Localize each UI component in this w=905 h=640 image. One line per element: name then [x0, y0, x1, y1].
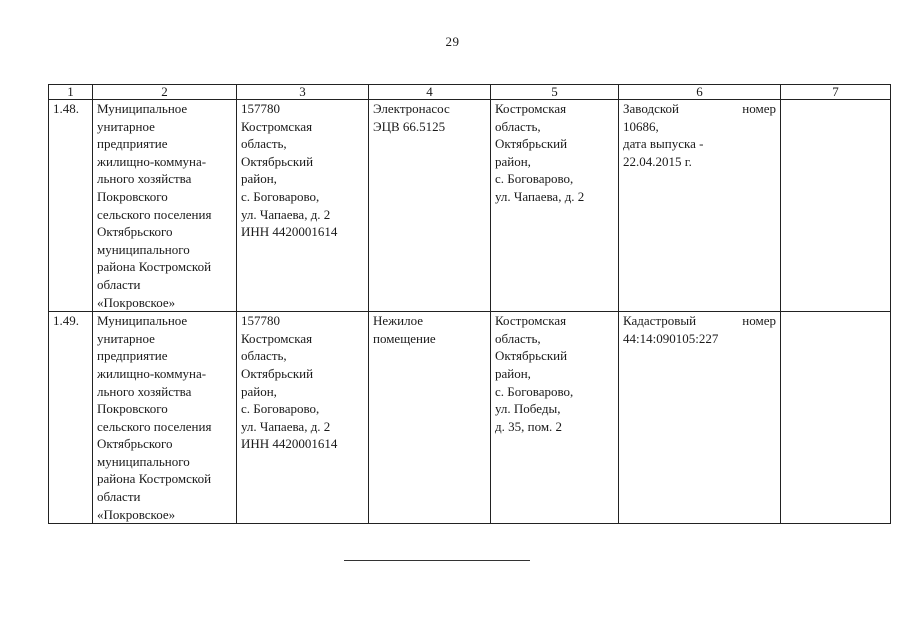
address-line: Костромская: [241, 118, 313, 134]
owner-line: Октябрьского: [97, 224, 173, 240]
owner-cell: [93, 312, 237, 524]
owner-line: области: [97, 276, 141, 292]
location-line: Октябрьский: [495, 348, 568, 364]
owner-line: унитарное: [97, 118, 155, 134]
owner-line: Покровского: [97, 401, 168, 417]
row-number: 1.48.: [49, 100, 93, 312]
object-location-cell: [491, 312, 619, 524]
object-name-cell: [369, 312, 491, 524]
address-line: ИНН 4420001614: [241, 436, 338, 452]
location-line: Костромская: [495, 313, 567, 329]
location-line: район,: [495, 153, 531, 169]
details-line: 44:14:090105:227: [623, 330, 719, 346]
location-line: область,: [495, 330, 541, 346]
property-registry-table: [48, 84, 891, 524]
address-line: область,: [241, 136, 287, 152]
object-line: ЭЦВ 66.5125: [373, 118, 446, 134]
object-line: Электронасос: [373, 101, 450, 116]
owner-line: предприятие: [97, 348, 168, 364]
location-line: д. 35, пом. 2: [495, 418, 563, 434]
owner-address-cell: [237, 100, 369, 312]
owner-line: района Костромской: [97, 471, 212, 487]
owner-line: Муниципальное: [97, 313, 188, 329]
object-line: помещение: [373, 330, 436, 346]
details-line: Кадастровый номер: [623, 313, 776, 329]
owner-line: жилищно-коммуна-: [97, 365, 207, 381]
details-line: Заводской номер: [623, 101, 776, 116]
address-line: с. Боговарово,: [241, 188, 320, 204]
owner-line: муниципального: [97, 453, 190, 469]
object-name-cell: [369, 100, 491, 312]
address-line: Костромская: [241, 330, 313, 346]
location-line: Костромская: [495, 101, 567, 116]
owner-line: муниципального: [97, 241, 190, 257]
location-line: Октябрьский: [495, 136, 568, 152]
address-line: ул. Чапаева, д. 2: [241, 206, 331, 222]
table-row: [49, 312, 891, 524]
address-line: ИНН 4420001614: [241, 224, 338, 240]
object-location-cell: [491, 100, 619, 312]
owner-line: Покровского: [97, 188, 168, 204]
address-line: область,: [241, 348, 287, 364]
footer-divider: [344, 560, 530, 561]
address-line: ул. Чапаева, д. 2: [241, 418, 331, 434]
owner-line: льного хозяйства: [97, 383, 192, 399]
location-line: район,: [495, 365, 531, 381]
object-line: Нежилое: [373, 313, 424, 329]
notes-cell: [781, 100, 891, 312]
owner-line: льного хозяйства: [97, 171, 192, 187]
owner-line: области: [97, 489, 141, 505]
owner-line: «Покровское»: [97, 294, 176, 310]
object-details-cell: [619, 100, 781, 312]
owner-cell: [93, 100, 237, 312]
row-number: 1.49.: [49, 312, 93, 524]
header-cell-4: 4: [369, 85, 491, 100]
table-row: [49, 100, 891, 312]
address-line: район,: [241, 383, 277, 399]
owner-line: района Костромской: [97, 259, 212, 275]
details-line: 22.04.2015 г.: [623, 153, 692, 169]
address-line: Октябрьский: [241, 365, 314, 381]
address-line: с. Боговарово,: [241, 401, 320, 417]
owner-line: сельского поселения: [97, 418, 212, 434]
address-line: район,: [241, 171, 277, 187]
owner-line: унитарное: [97, 330, 155, 346]
header-cell-7: 7: [781, 85, 891, 100]
address-line: Октябрьский: [241, 153, 314, 169]
page-number: 29: [445, 34, 460, 49]
address-line: 157780: [241, 101, 280, 116]
owner-line: «Покровское»: [97, 506, 176, 522]
details-line: 10686,: [623, 118, 659, 134]
header-cell-1: 1: [49, 85, 93, 100]
address-line: 157780: [241, 313, 280, 329]
table-header-row: [49, 85, 891, 100]
notes-cell: [781, 312, 891, 524]
owner-line: Муниципальное: [97, 101, 188, 116]
header-cell-6: 6: [619, 85, 781, 100]
location-line: с. Боговарово,: [495, 171, 574, 187]
location-line: ул. Победы,: [495, 401, 561, 417]
owner-line: Октябрьского: [97, 436, 173, 452]
header-cell-2: 2: [93, 85, 237, 100]
owner-line: жилищно-коммуна-: [97, 153, 207, 169]
location-line: ул. Чапаева, д. 2: [495, 188, 585, 204]
header-cell-3: 3: [237, 85, 369, 100]
location-line: область,: [495, 118, 541, 134]
owner-line: сельского поселения: [97, 206, 212, 222]
owner-address-cell: [237, 312, 369, 524]
object-details-cell: [619, 312, 781, 524]
location-line: с. Боговарово,: [495, 383, 574, 399]
details-line: дата выпуска -: [623, 136, 704, 152]
header-cell-5: 5: [491, 85, 619, 100]
owner-line: предприятие: [97, 136, 168, 152]
